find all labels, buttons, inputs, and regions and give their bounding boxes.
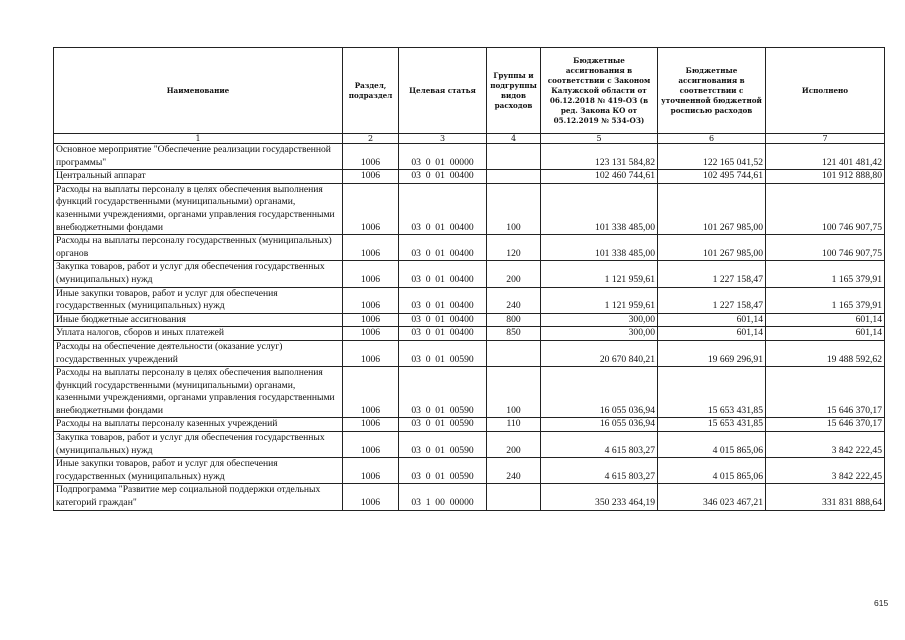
row-expense-group: 240 <box>487 287 541 313</box>
row-executed: 121 401 481,42 <box>766 144 885 170</box>
page-number: 615 <box>874 598 889 608</box>
row-target-article: 03 0 01 00400 <box>399 313 487 327</box>
header-name: Наименование <box>54 48 343 134</box>
row-expense-group: 110 <box>487 418 541 432</box>
row-section: 1006 <box>343 287 399 313</box>
row-budget-refined: 601,14 <box>658 313 766 327</box>
table-row <box>54 327 885 341</box>
row-target-article: 03 0 01 00590 <box>399 432 487 458</box>
row-executed: 101 912 888,80 <box>766 170 885 184</box>
row-expense-group: 850 <box>487 327 541 341</box>
row-name: Расходы на выплаты персоналу в целях обеспечения выполнения функций государственными (муниципальными) органами, казенными учреждениями, органами управления государственными внебюджетными фондами <box>54 183 343 234</box>
row-expense-group <box>487 144 541 170</box>
row-budget-refined: 1 227 158,47 <box>658 261 766 287</box>
row-section: 1006 <box>343 327 399 341</box>
column-number: 6 <box>658 134 766 144</box>
header-expense-group: Группы и подгруппы видов расходов <box>487 48 541 134</box>
table-row <box>54 287 885 313</box>
row-expense-group <box>487 340 541 366</box>
row-name: Расходы на выплаты персоналу в целях обеспечения выполнения функций государственными (муниципальными) органами, казенными учреждениями, органами управления государственными внебюджетными фондами <box>54 367 343 418</box>
row-budget-law: 300,00 <box>541 313 658 327</box>
column-number: 4 <box>487 134 541 144</box>
row-name: Уплата налогов, сборов и иных платежей <box>54 327 343 341</box>
table-row <box>54 235 885 261</box>
row-budget-law: 1 121 959,61 <box>541 261 658 287</box>
row-target-article: 03 0 01 00400 <box>399 183 487 234</box>
row-section: 1006 <box>343 235 399 261</box>
row-executed: 15 646 370,17 <box>766 418 885 432</box>
row-name: Основное мероприятие "Обеспечение реализации государственной программы" <box>54 144 343 170</box>
table-row <box>54 367 885 418</box>
row-expense-group <box>487 484 541 510</box>
row-expense-group: 800 <box>487 313 541 327</box>
row-name: Иные закупки товаров, работ и услуг для обеспечения государственных (муниципальных) нужд <box>54 287 343 313</box>
budget-execution-table <box>53 47 885 511</box>
column-number: 2 <box>343 134 399 144</box>
table-row <box>54 313 885 327</box>
row-budget-law: 300,00 <box>541 327 658 341</box>
table-header-row <box>54 48 885 134</box>
row-target-article: 03 0 01 00000 <box>399 144 487 170</box>
row-name: Расходы на обеспечение деятельности (оказание услуг) государственных учреждений <box>54 340 343 366</box>
row-budget-law: 102 460 744,61 <box>541 170 658 184</box>
row-budget-refined: 101 267 985,00 <box>658 183 766 234</box>
table-row <box>54 183 885 234</box>
row-target-article: 03 0 01 00400 <box>399 327 487 341</box>
row-section: 1006 <box>343 432 399 458</box>
row-target-article: 03 0 01 00590 <box>399 458 487 484</box>
row-section: 1006 <box>343 170 399 184</box>
row-expense-group: 100 <box>487 367 541 418</box>
row-name: Закупка товаров, работ и услуг для обеспечения государственных (муниципальных) нужд <box>54 432 343 458</box>
row-name: Подпрограмма "Развитие мер социальной поддержки отдельных категорий граждан" <box>54 484 343 510</box>
row-executed: 19 488 592,62 <box>766 340 885 366</box>
row-name: Расходы на выплаты персоналу государственных (муниципальных) органов <box>54 235 343 261</box>
table-row <box>54 144 885 170</box>
row-target-article: 03 0 01 00590 <box>399 367 487 418</box>
row-budget-refined: 19 669 296,91 <box>658 340 766 366</box>
row-budget-refined: 1 227 158,47 <box>658 287 766 313</box>
column-number: 5 <box>541 134 658 144</box>
row-section: 1006 <box>343 340 399 366</box>
row-section: 1006 <box>343 418 399 432</box>
header-target-article: Целевая статья <box>399 48 487 134</box>
header-budget-refined: Бюджетные ассигнования в соответствии с уточненной бюджетной росписью расходов <box>658 48 766 134</box>
row-executed: 1 165 379,91 <box>766 287 885 313</box>
table-row <box>54 458 885 484</box>
row-budget-law: 101 338 485,00 <box>541 235 658 261</box>
row-section: 1006 <box>343 484 399 510</box>
row-budget-refined: 101 267 985,00 <box>658 235 766 261</box>
row-section: 1006 <box>343 183 399 234</box>
row-section: 1006 <box>343 261 399 287</box>
row-budget-law: 4 615 803,27 <box>541 432 658 458</box>
table-row <box>54 261 885 287</box>
row-expense-group: 240 <box>487 458 541 484</box>
row-executed: 1 165 379,91 <box>766 261 885 287</box>
row-executed: 100 746 907,75 <box>766 183 885 234</box>
row-budget-law: 350 233 464,19 <box>541 484 658 510</box>
row-executed: 15 646 370,17 <box>766 367 885 418</box>
row-executed: 3 842 222,45 <box>766 432 885 458</box>
row-budget-law: 123 131 584,82 <box>541 144 658 170</box>
row-section: 1006 <box>343 313 399 327</box>
row-target-article: 03 0 01 00400 <box>399 235 487 261</box>
row-budget-law: 4 615 803,27 <box>541 458 658 484</box>
row-name: Иные закупки товаров, работ и услуг для обеспечения государственных (муниципальных) нужд <box>54 458 343 484</box>
row-executed: 3 842 222,45 <box>766 458 885 484</box>
row-section: 1006 <box>343 458 399 484</box>
column-number: 3 <box>399 134 487 144</box>
row-budget-law: 1 121 959,61 <box>541 287 658 313</box>
row-executed: 100 746 907,75 <box>766 235 885 261</box>
column-number: 7 <box>766 134 885 144</box>
row-section: 1006 <box>343 144 399 170</box>
table-row <box>54 170 885 184</box>
row-name: Иные бюджетные ассигнования <box>54 313 343 327</box>
budget-table-sheet <box>53 47 885 511</box>
row-budget-refined: 4 015 865,06 <box>658 432 766 458</box>
row-target-article: 03 0 01 00400 <box>399 287 487 313</box>
row-name: Закупка товаров, работ и услуг для обеспечения государственных (муниципальных) нужд <box>54 261 343 287</box>
row-budget-law: 20 670 840,21 <box>541 340 658 366</box>
table-row <box>54 340 885 366</box>
row-target-article: 03 0 01 00400 <box>399 261 487 287</box>
row-target-article: 03 0 01 00400 <box>399 170 487 184</box>
header-budget-law: Бюджетные ассигнования в соответствии с Законом Калужской области от 06.12.2018 № 419-ОЗ (в ред. Закона КО от 05.12.2019 № 534-ОЗ) <box>541 48 658 134</box>
row-target-article: 03 0 01 00590 <box>399 340 487 366</box>
row-budget-refined: 346 023 467,21 <box>658 484 766 510</box>
row-expense-group: 100 <box>487 183 541 234</box>
table-row <box>54 484 885 510</box>
column-number: 1 <box>54 134 343 144</box>
row-name: Центральный аппарат <box>54 170 343 184</box>
row-executed: 601,14 <box>766 327 885 341</box>
row-expense-group <box>487 170 541 184</box>
row-budget-law: 101 338 485,00 <box>541 183 658 234</box>
row-budget-refined: 102 495 744,61 <box>658 170 766 184</box>
row-budget-refined: 4 015 865,06 <box>658 458 766 484</box>
table-body <box>54 144 885 511</box>
header-executed: Исполнено <box>766 48 885 134</box>
row-budget-refined: 15 653 431,85 <box>658 367 766 418</box>
row-executed: 601,14 <box>766 313 885 327</box>
row-name: Расходы на выплаты персоналу казенных учреждений <box>54 418 343 432</box>
row-expense-group: 120 <box>487 235 541 261</box>
header-section: Раздел, подраздел <box>343 48 399 134</box>
row-budget-refined: 122 165 041,52 <box>658 144 766 170</box>
row-expense-group: 200 <box>487 432 541 458</box>
row-section: 1006 <box>343 367 399 418</box>
row-executed: 331 831 888,64 <box>766 484 885 510</box>
table-row <box>54 432 885 458</box>
row-target-article: 03 1 00 00000 <box>399 484 487 510</box>
row-budget-law: 16 055 036,94 <box>541 367 658 418</box>
column-number-row <box>54 134 885 144</box>
row-budget-law: 16 055 036,94 <box>541 418 658 432</box>
row-target-article: 03 0 01 00590 <box>399 418 487 432</box>
row-budget-refined: 601,14 <box>658 327 766 341</box>
table-row <box>54 418 885 432</box>
row-expense-group: 200 <box>487 261 541 287</box>
row-budget-refined: 15 653 431,85 <box>658 418 766 432</box>
